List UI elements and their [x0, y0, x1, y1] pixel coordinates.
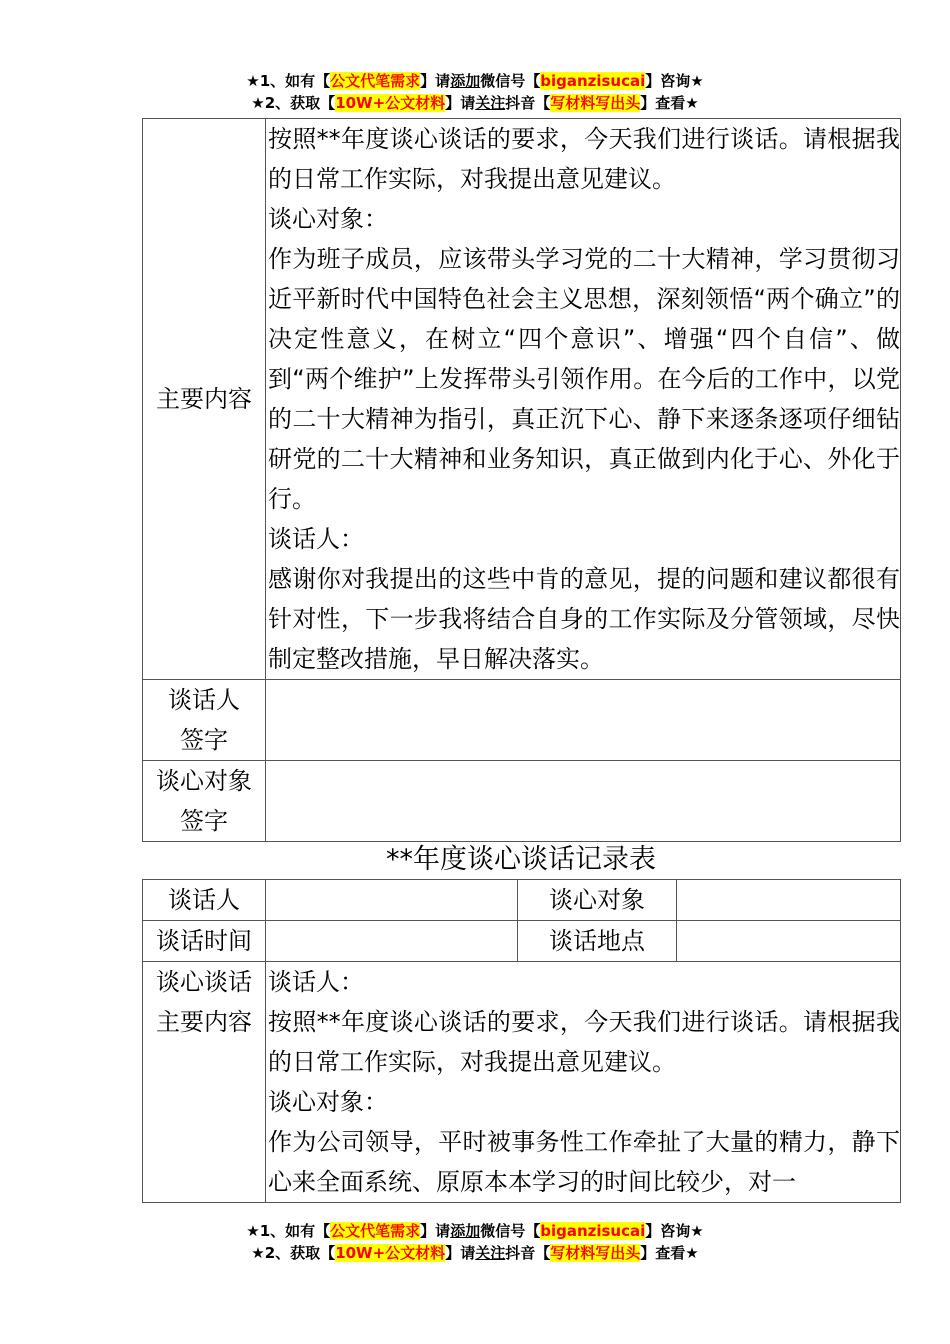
promo-highlight: biganzisucai: [540, 72, 646, 90]
promo-highlight: biganzisucai: [540, 1222, 646, 1240]
main-content-cell: [266, 119, 901, 680]
speaker-field[interactable]: [266, 880, 518, 921]
paragraph: 谈话人：: [268, 525, 364, 553]
promo-highlight: 写材料写出头: [550, 1244, 641, 1262]
paragraph: 谈话人：: [268, 968, 364, 996]
promo-line-2: ★2、获取【10W+公文材料】请关注抖音【写材料写出头】查看★: [251, 1244, 699, 1262]
speaker-row: [143, 880, 901, 921]
paragraph: 作为班子成员，应该带头学习党的二十大精神，学习贯彻习近平新时代中国特色社会主义思想，深刻领悟“两个确立”的决定性意义，在树立“四个意识”、增强“四个自信”、做到“两个维护”上发挥带头引领作用。在今后的工作中，以党的二十大精神为指引，真正沉下心、静下来逐条逐项仔细钻研党的二十大精神和业务知识，真正做到内化于心、外化于行。: [268, 245, 900, 513]
promo-line-2: ★2、获取【10W+公文材料】请关注抖音【写材料写出头】查看★: [251, 94, 699, 112]
target-sign-field[interactable]: [266, 761, 901, 842]
paragraph: 作为公司领导，平时被事务性工作牵扯了大量的精力，静下心来全面系统、原原本本学习的时间比较少，对一: [268, 1128, 900, 1196]
document-title: **年度谈心谈话记录表: [386, 844, 656, 875]
target-field[interactable]: [677, 880, 901, 921]
target-sign-label: 谈心对象 签字: [143, 761, 266, 842]
promo-highlight: 写材料写出头: [550, 94, 641, 112]
place-label: 谈话地点: [518, 921, 677, 962]
content-label: 谈心谈话 主要内容: [143, 962, 266, 1203]
main-content-label: 主要内容: [143, 119, 266, 680]
speaker-sign-label: 谈话人 签字: [143, 680, 266, 761]
content-cell: [266, 962, 901, 1203]
talk-record-table: [142, 879, 901, 1203]
paragraph: 谈心对象：: [268, 1088, 388, 1116]
speaker-sign-row: [143, 680, 901, 761]
target-label: 谈心对象: [518, 880, 677, 921]
promo-highlight: 公文代笔需求: [330, 1222, 421, 1240]
time-field[interactable]: [266, 921, 518, 962]
target-sign-row: [143, 761, 901, 842]
paragraph: 感谢你对我提出的这些中肯的意见，提的问题和建议都很有针对性，下一步我将结合自身的工作实际及分管领域，尽快制定整改措施，早日解决落实。: [268, 565, 900, 673]
promo-banner-top: [0, 70, 950, 114]
promo-line-1: ★1、如有【公文代笔需求】请添加微信号【biganzisucai】咨询★: [246, 72, 704, 90]
speaker-label: 谈话人: [143, 880, 266, 921]
promo-highlight: 10W+公文材料: [335, 94, 446, 112]
time-label: 谈话时间: [143, 921, 266, 962]
paragraph: 谈心对象：: [268, 205, 388, 233]
promo-highlight: 10W+公文材料: [335, 1244, 446, 1262]
time-place-row: [143, 921, 901, 962]
content-row: [143, 962, 901, 1203]
paragraph: 按照**年度谈心谈话的要求，今天我们进行谈话。请根据我的日常工作实际，对我提出意见建议。: [268, 125, 900, 193]
place-field[interactable]: [677, 921, 901, 962]
paragraph: 按照**年度谈心谈话的要求，今天我们进行谈话。请根据我的日常工作实际，对我提出意见建议。: [268, 1008, 900, 1076]
main-content-row: [143, 119, 901, 680]
promo-line-1: ★1、如有【公文代笔需求】请添加微信号【biganzisucai】咨询★: [246, 1222, 704, 1240]
promo-banner-bottom: [0, 1220, 950, 1264]
speaker-sign-field[interactable]: [266, 680, 901, 761]
talk-record-table-continued: [142, 118, 901, 842]
promo-highlight: 公文代笔需求: [330, 72, 421, 90]
